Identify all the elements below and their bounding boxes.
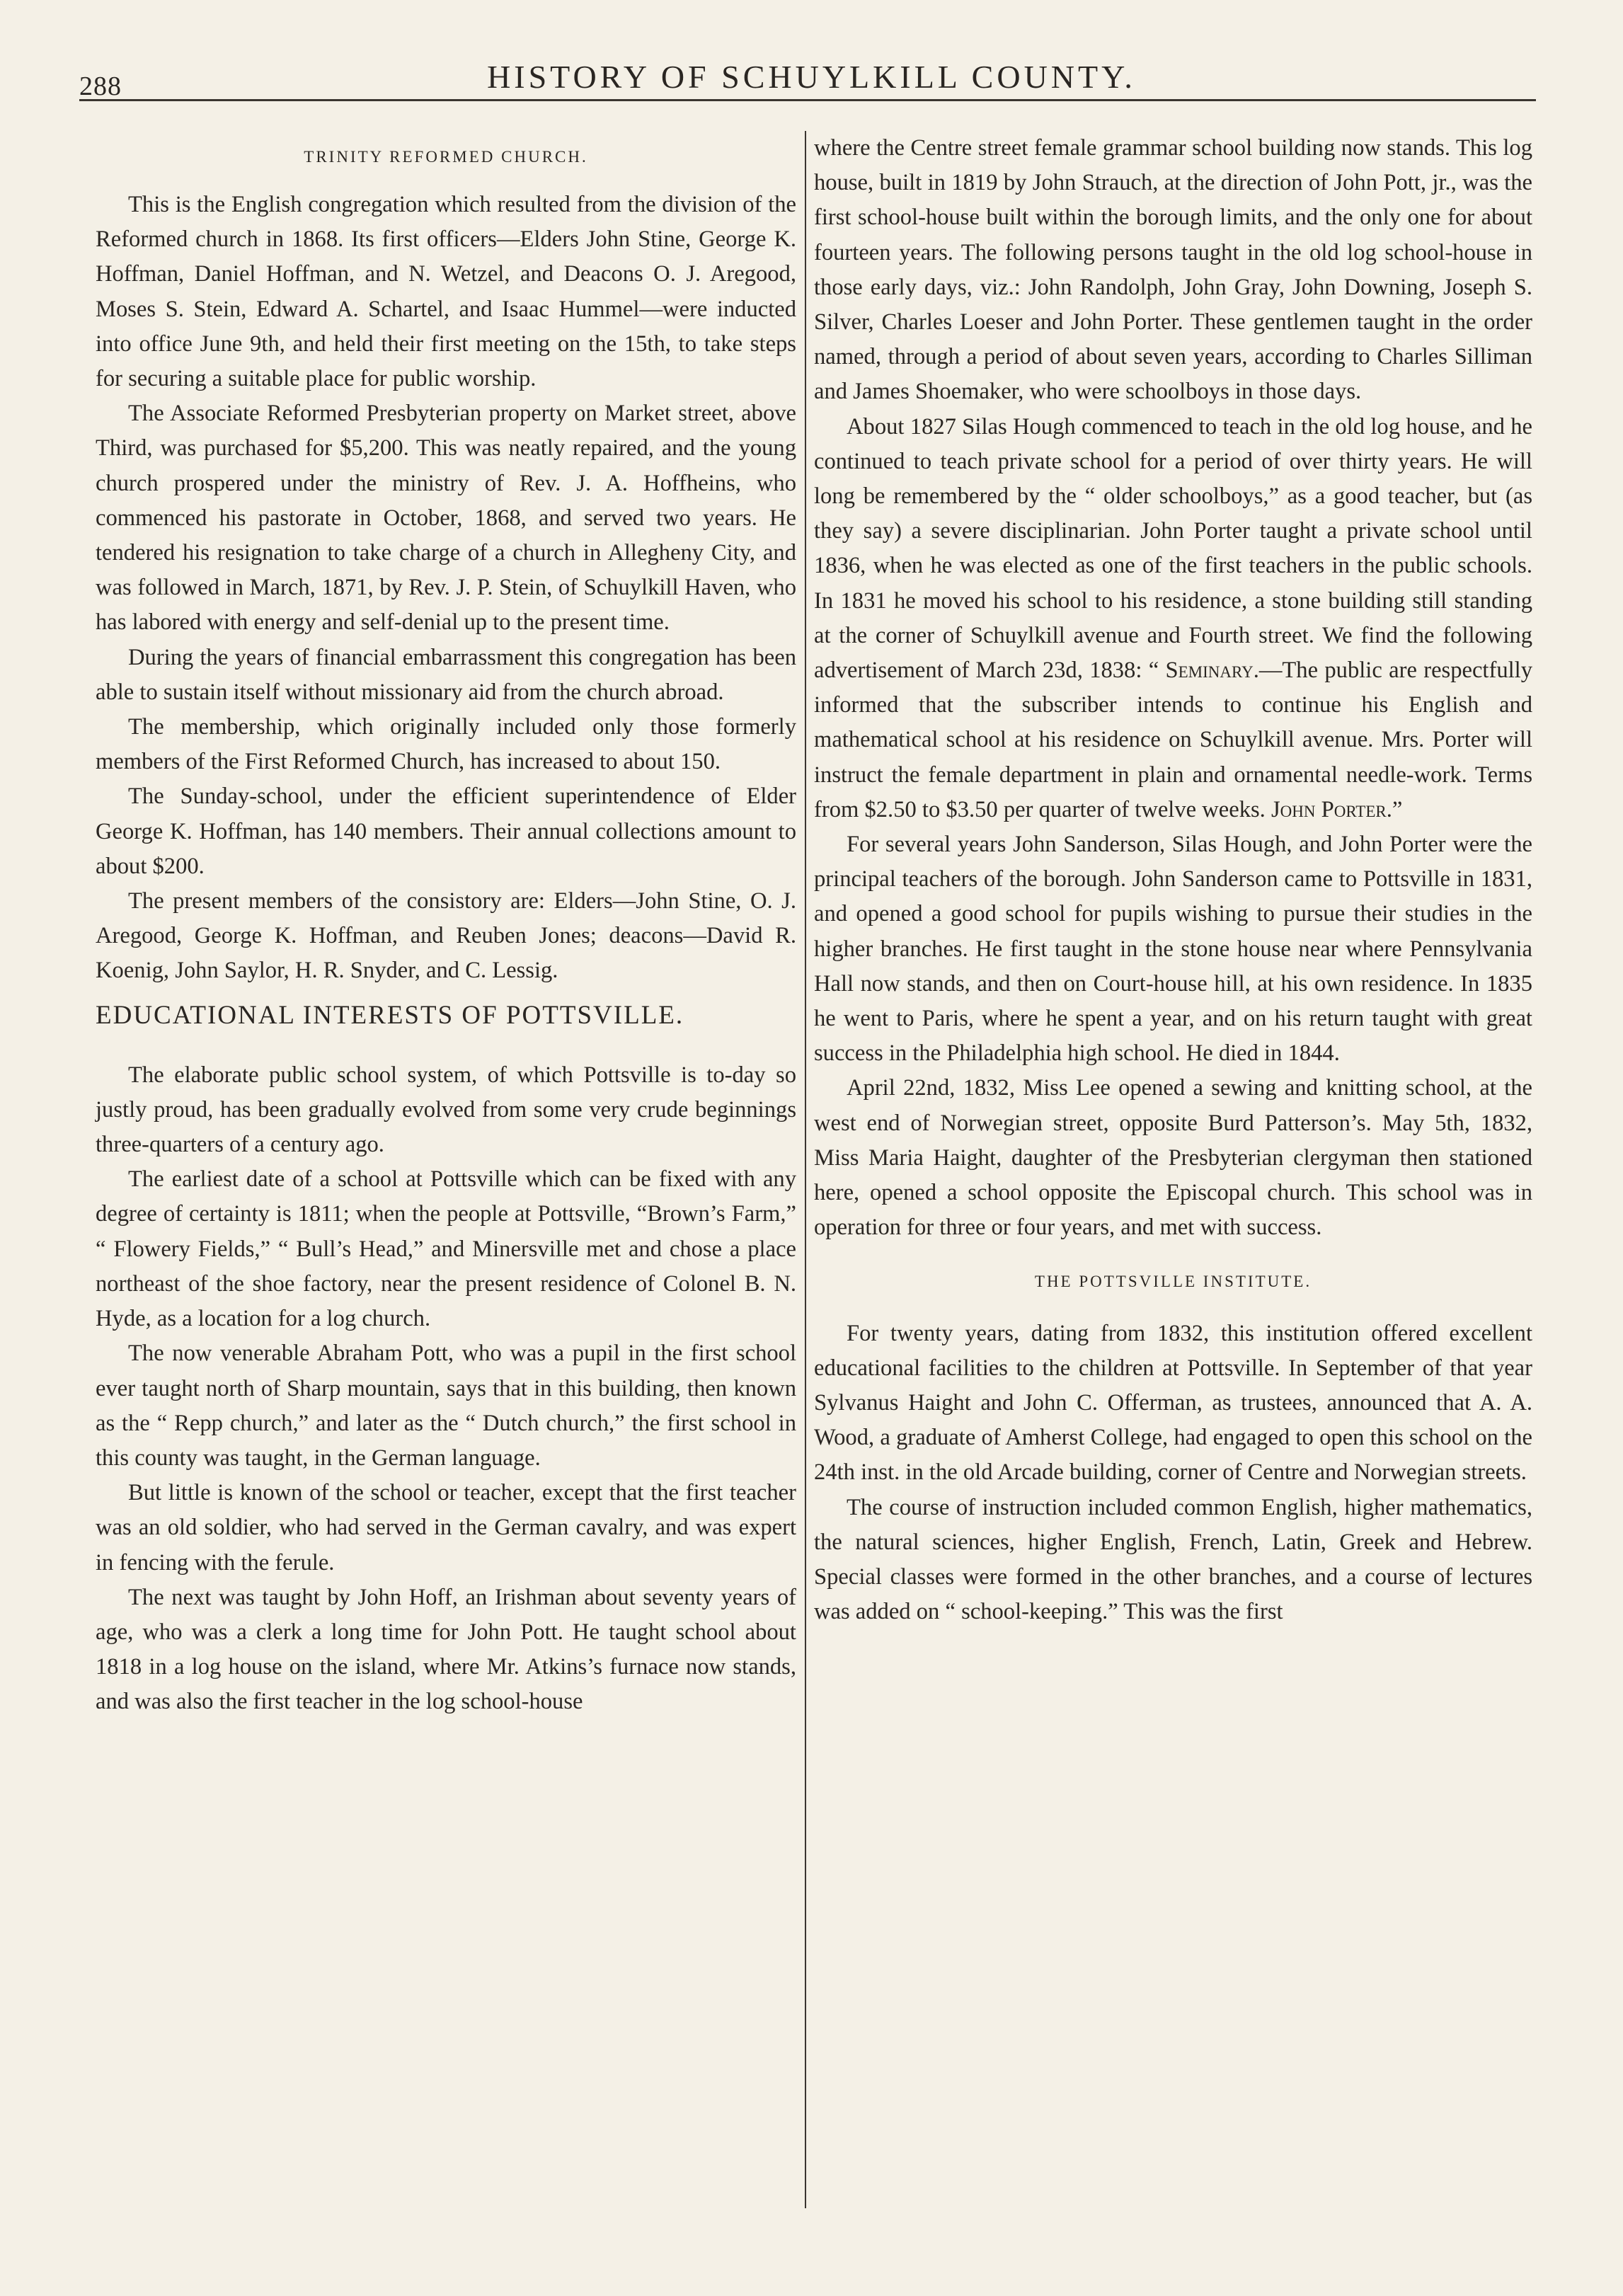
education-heading: EDUCATIONAL INTERESTS OF POTTSVILLE. (96, 1000, 684, 1030)
paragraph: But little is known of the school or teacher, except that the first teacher was an old soldier, who had served in the German cavalry, and was expert in fencing with the ferule. (96, 1480, 796, 1575)
trinity-heading: TRINITY REFORMED CHURCH. (304, 148, 588, 166)
paragraph-text: About 1827 Silas Hough commenced to teach in the old log house, and he continued to teach private school for a period of over thirty years. He will long be remembered by the “ older schoolboys,” as a good teacher, but (as they say) a severe disciplinarian. John Porter taught a private school until 1836, when he was elected as one of the first teachers in the public schools. In 1831 he moved his school to his residence, a stone building still standing at the corner of Schuylkill avenue and Fourth street. We find the following advertisement of March 23d, 1838: “ (814, 413, 1532, 684)
paragraph: This is the English congregation which resulted from the division of the Reformed church in 1868. Its first officers—Elders John Stine, George K. Hoffman, Daniel Hoffman, and N. Wetzel, and Deacons O. J. Aregood, Moses S. Stein, Edward A. Schartel, and Isaac Hummel—were inducted into office June 9th, and held their first meeting on the 15th, to take steps for securing a suitable place for public worship. (96, 192, 796, 392)
paragraph: During the years of financial embarrassment this congregation has been able to sustain itself without missionary aid from the church abroad. (96, 644, 796, 705)
paragraph-continued: where the Centre street female grammar school building now stands. This log house, built in 1819 by John Strauch, at the direction of John Pott, jr., was the first school-house built within the borough limits, and the only one for about fourteen years. The following persons taught in the old log school-house in those early days, viz.: John Randolph, John Gray, John Downing, Joseph S. Silver, Charles Loeser and John Porter. These gentlemen taught in the order named, through a period of about seven years, according to Charles Silliman and James Shoemaker, who were schoolboys in those days. (814, 135, 1532, 405)
header-rule (79, 99, 1536, 101)
running-head: HISTORY OF SCHUYLKILL COUNTY. (487, 59, 1136, 95)
seminary-word: Seminary (1165, 658, 1254, 684)
paragraph: The course of instruction included common English, higher mathematics, the natural sciences, higher English, French, Latin, Greek and Hebrew. Special classes were formed in the other branches, and a course of lectures was added on “ school-keeping.” This was the first (814, 1494, 1532, 1625)
paragraph: The next was taught by John Hoff, an Irishman about seventy years of age, who was a clerk a long time for John Pott. He taught school about 1818 in a log house on the island, where Mr. Atkins’s furnace now stands, and was also the first teacher in the log school-house (96, 1584, 796, 1715)
page-number: 288 (79, 71, 122, 101)
paragraph: The Associate Reformed Presbyterian property on Market street, above Third, was purchased for $5,200. This was neatly repaired, and the young church prospered under the ministry of Rev. J. A. Hoffheins, who commenced his pastorate in October, 1868, and served two years. He tendered his resignation to take charge of a church in Allegheny City, and was followed in March, 1871, by Rev. J. P. Stein, of Schuylkill Haven, who has labored with energy and self-denial up to the present time. (96, 401, 796, 636)
right-column (814, 131, 1532, 1629)
paragraph: The now venerable Abraham Pott, who was a pupil in the first school ever taught north of Sharp mountain, says that in this building, then known as the “ Repp church,” and later as the “ Dutch church,” the first school in this county was taught, in the German language. (96, 1341, 796, 1471)
signature: John Porter. (1271, 796, 1392, 822)
column-divider (805, 131, 806, 2208)
paragraph: The present members of the consistory are: Elders—John Stine, O. J. Aregood, George K. Hoffman, and Reuben Jones; deacons—David R. Koenig, John Saylor, H. R. Snyder, and C. Lessig. (96, 888, 796, 984)
paragraph: April 22nd, 1832, Miss Lee opened a sewing and knitting school, at the west end of Norwegian street, opposite Burd Patterson’s. May 5th, 1832, Miss Maria Haight, daughter of the Presbyterian clergyman then stationed here, opened a school opposite the Episcopal church. This school was in operation for three or four years, and met with success. (814, 1075, 1532, 1241)
paragraph: The earliest date of a school at Pottsville which can be fixed with any degree of certainty is 1811; when the people at Pottsville, “Brown’s Farm,” “ Flowery Fields,” “ Bull’s Head,” and Minersville met and chose a place northeast of the shoe factory, near the present residence of Colonel B. N. Hyde, as a location for a log church. (96, 1166, 796, 1332)
paragraph (814, 410, 1532, 827)
paragraph: For twenty years, dating from 1832, this institution offered excellent educational facilities to the children at Pottsville. In September of that year Sylvanus Haight and John C. Offerman, as trustees, announced that A. A. Wood, a graduate of Amherst College, had engaged to open this school on the 24th inst. in the old Arcade building, corner of Centre and Norwegian streets. (814, 1320, 1532, 1486)
closing-quote: ” (1392, 796, 1403, 822)
left-column (96, 131, 796, 1720)
institute-heading: THE POTTSVILLE INSTITUTE. (1034, 1272, 1312, 1290)
paragraph-text: .—The public are respectfully informed that the subscriber intends to continue his English and mathematical school at his residence on Schuylkill avenue. Mrs. Porter will instruct the female department in plain and ornamental needle-work. Terms from $2.50 to $3.50 per quarter of twelve weeks. (814, 658, 1532, 822)
paragraph: The membership, which originally included only those formerly members of the First Reformed Church, has increased to about 150. (96, 714, 796, 775)
paragraph: The elaborate public school system, of which Pottsville is to-day so justly proud, has been gradually evolved from some very crude beginnings three-quarters of a century ago. (96, 1062, 796, 1158)
paragraph: For several years John Sanderson, Silas Hough, and John Porter were the principal teachers of the borough. John Sanderson came to Pottsville in 1831, and opened a good school for pupils wishing to pursue their studies in the higher branches. He first taught in the stone house near where Pennsylvania Hall now stands, and then on Court-house hill, at his own residence. In 1835 he went to Paris, where he spent a year, and on his return taught with great success in the Philadelphia high school. He died in 1844. (814, 832, 1532, 1067)
paragraph: The Sunday-school, under the efficient superintendence of Elder George K. Hoffman, has 140 members. Their annual collections amount to about $200. (96, 783, 796, 879)
